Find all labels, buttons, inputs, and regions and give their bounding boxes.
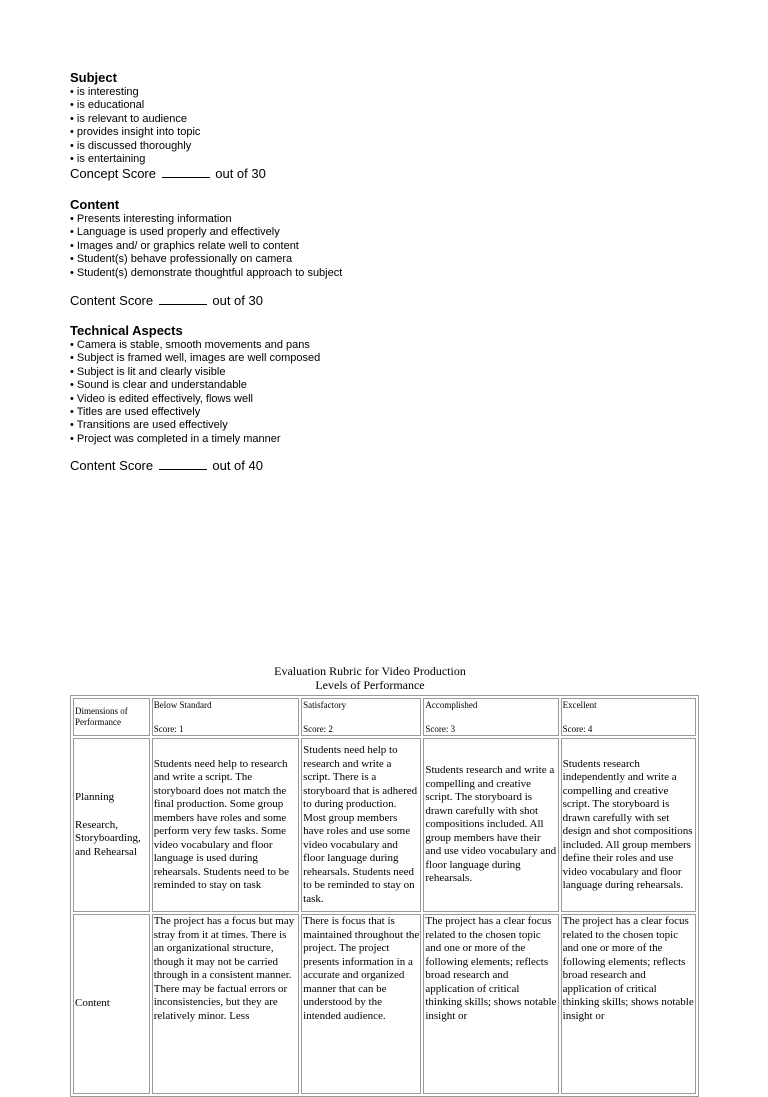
level-score: Score: 3 [425, 723, 456, 734]
level-name: Satisfactory [303, 699, 347, 710]
list-item: • is entertaining [70, 153, 146, 166]
rubric-title: Evaluation Rubric for Video Production [274, 664, 466, 678]
score-max: out of 40 [212, 458, 263, 473]
dimension-header: Dimensions of Performance [73, 698, 150, 736]
content-heading: Content [70, 197, 120, 212]
list-item: • Student(s) behave professionally on camera [70, 253, 293, 266]
list-item: • Project was completed in a timely manner [70, 432, 281, 445]
subject-heading: Subject [70, 70, 117, 85]
level-header-satisfactory [301, 698, 421, 736]
list-item: • Camera is stable, smooth movements and pans [70, 339, 310, 351]
score-blank [162, 168, 210, 178]
rubric-header-row [73, 698, 696, 736]
score-label: Content Score [70, 293, 154, 308]
level-header-accomplished [423, 698, 558, 736]
rubric-cell: Students research and write a compelling and creative script. The storyboard is drawn carefully with shot compositions included. All group members have their and use video vocabulary and floor language during rehearsals. [423, 738, 558, 912]
content-section [70, 197, 342, 280]
level-score: Score: 1 [153, 723, 184, 734]
level-name: Excellent [562, 699, 597, 710]
list-item: • provides insight into topic [70, 126, 201, 139]
subject-criteria-list [70, 86, 200, 166]
technical-section [70, 323, 320, 446]
rubric-cell: The project has a focus but may stray from it at times. There is an organizational structure, though it may not be carried through in a consistent manner. There may be factual errors or inconsistencies, but they are relatively minor. Less [152, 914, 299, 1094]
list-item: • is discussed thoroughly [70, 139, 192, 152]
list-item: • Subject is framed well, images are well composed [70, 352, 321, 365]
technical-heading: Technical Aspects [70, 323, 183, 338]
list-item: • is relevant to audience [70, 112, 187, 125]
score-blank [159, 295, 207, 305]
dimension-subtitle: Research, Storyboarding, and Rehearsal [75, 818, 141, 858]
subject-section [70, 70, 200, 166]
list-item: • is educational [70, 99, 145, 112]
rubric-subtitle: Levels of Performance [315, 678, 425, 692]
rubric-table [70, 695, 699, 1097]
dimension-cell [73, 738, 150, 912]
level-header-excellent [561, 698, 696, 736]
level-name: Accomplished [425, 699, 478, 710]
list-item: • Subject is lit and clearly visible [70, 365, 226, 378]
technical-score-line [70, 458, 263, 474]
list-item: • Video is edited effectively, flows well [70, 392, 253, 405]
list-item: • Sound is clear and understandable [70, 379, 247, 392]
dimension-name: Planning [75, 791, 115, 803]
list-item: • is interesting [70, 86, 139, 98]
score-label: Content Score [70, 458, 154, 473]
rubric-cell: The project has a clear focus related to the chosen topic and one or more of the following elements; reflects broad research and application of critical thinking skills; shows notable insight or [561, 914, 696, 1094]
level-score: Score: 2 [303, 723, 333, 734]
rubric-cell: Students research independently and write a compelling and creative script. The storyboard is drawn carefully with set design and shot compositions included. All group members define their roles and use video vocabulary and floor language during rehearsals. [561, 738, 696, 912]
score-blank [159, 460, 207, 470]
level-header-below-standard [152, 698, 299, 736]
score-max: out of 30 [212, 293, 263, 308]
level-name: Below Standard [153, 699, 212, 710]
dimension-cell [73, 914, 150, 1094]
score-label: Concept Score [70, 166, 156, 181]
dimension-name: Content [75, 997, 110, 1010]
technical-criteria-list [70, 339, 320, 446]
rubric-cell: Students need help to research and write a script. The storyboard does not match the final production. Some group members have roles and some perform very few tasks. Some video vocabulary and floor language is used during rehearsals. Students need to be reminded to stay on task [152, 738, 299, 912]
rubric-cell: There is focus that is maintained throughout the project. The project presents information in a accurate and organized manner that can be understood by the intended audience. [301, 914, 421, 1094]
list-item: • Images and/ or graphics relate well to content [70, 239, 299, 252]
table-row [73, 738, 696, 912]
concept-score-line [70, 166, 266, 182]
level-score: Score: 4 [562, 723, 593, 734]
rubric-cell: The project has a clear focus related to the chosen topic and one or more of the following elements; reflects broad research and application of critical thinking skills; shows notable insight or [423, 914, 558, 1094]
content-score-line [70, 293, 263, 309]
table-row [73, 914, 696, 1094]
content-criteria-list [70, 213, 342, 280]
rubric-cell: Students need help to research and write a script. There is a storyboard that is adhered to during production. Most group members have roles and use some video vocabulary and floor language during rehearsals. Students need to be reminded to stay on task. [301, 738, 421, 912]
list-item: • Presents interesting information [70, 213, 232, 225]
list-item: • Transitions are used effectively [70, 419, 228, 432]
rubric-titles [0, 664, 740, 692]
list-item: • Titles are used effectively [70, 406, 201, 419]
list-item: • Student(s) demonstrate thoughtful approach to subject [70, 266, 343, 279]
score-max: out of 30 [215, 166, 266, 181]
list-item: • Language is used properly and effectively [70, 226, 280, 239]
